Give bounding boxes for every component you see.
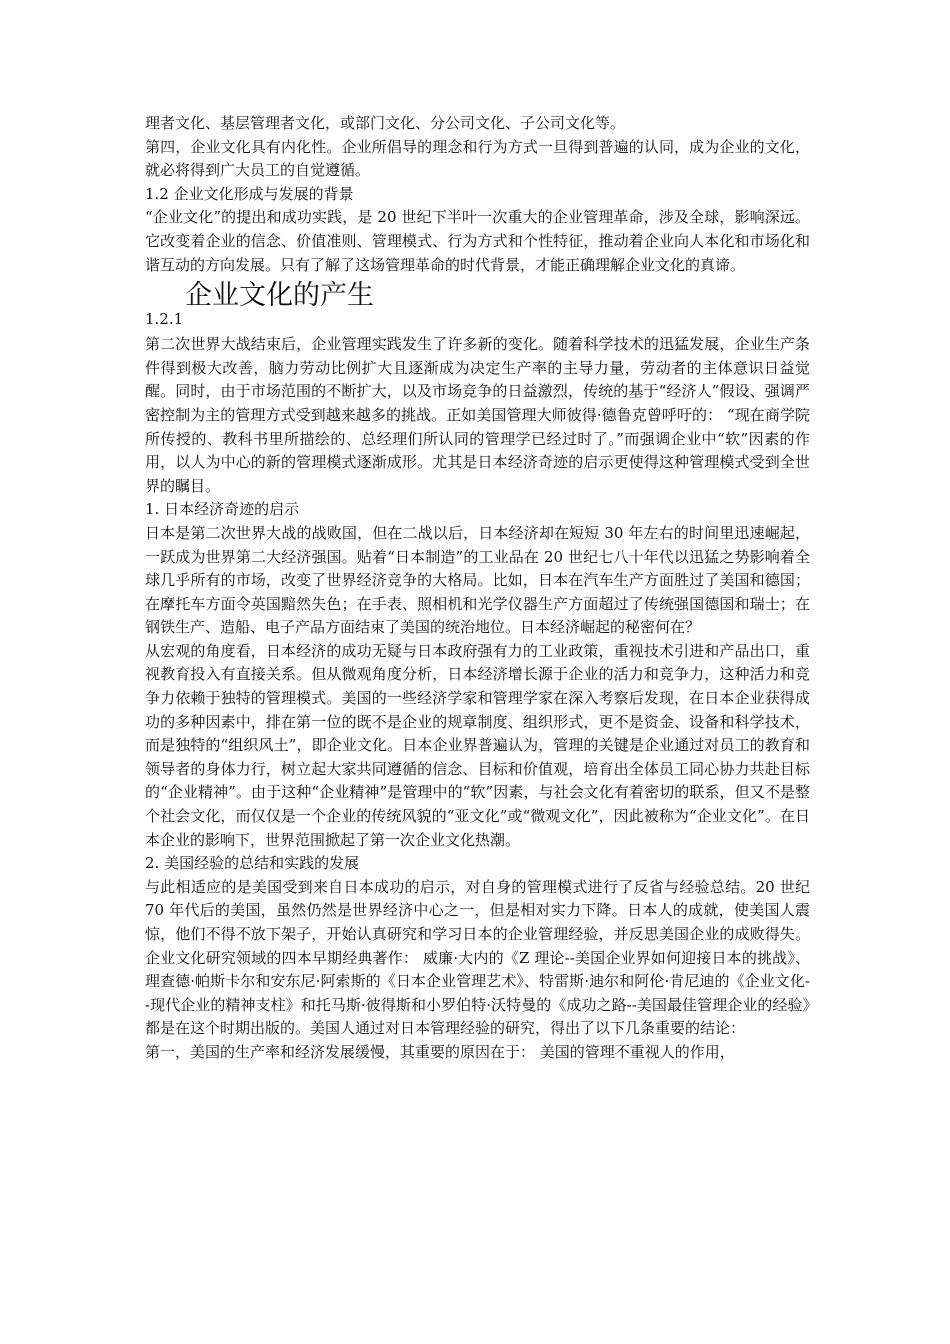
- paragraph: 理者文化、基层管理者文化，或部门文化、分公司文化、子公司文化等。: [145, 114, 626, 132]
- paragraph: 与此相适应的是美国受到来自日本成功的启示，对自身的管理模式进行了反省与经验总结。20 世纪 70 年代后的美国，虽然仍然是世界经济中心之一，但是相对实力下降。日本人的成就，使美国人震惊，他们不得不放下架子，开始认真研究和学习日本的企业管理经验，并反思美国企业的成败得失。企业文化研究领域的四本早期经典著作： 威廉·大内的《Z 理论--美国企业界如何迎接日本的挑战》、理查德·帕斯卡尔和安东尼·阿索斯的《日本企业管理艺术》、特雷斯·迪尔和阿伦·肯尼迪的《企业文化--现代企业的精神支柱》和托马斯·彼得斯和小罗伯特·沃特曼的《成功之路--美国最佳管理企业的经验》都是在这个时期出版的。美国人通过对日本管理经验的研究，得出了以下几条重要的结论：: [145, 877, 810, 1038]
- paragraph: 第二次世界大战结束后，企业管理实践发生了许多新的变化。随着科学技术的迅猛发展，企业生产条件得到极大改善，脑力劳动比例扩大且逐渐成为决定生产率的主导力量，劳动者的主体意识日益觉醒。同时，由于市场范围的不断扩大，以及市场竞争的日益激烈，传统的基于“经济人”假设、强调严密控制为主的管理方式受到越来越多的挑战。正如美国管理大师彼得·德鲁克曾呼吁的： “现在商学院所传授的、教科书里所描绘的、总经理们所认同的管理学已经过时了。”而强调企业中“软”因素的作用，以人为中心的新的管理模式逐渐成形。尤其是日本经济奇迹的启示更使得这种管理模式受到全世界的瞩目。: [145, 335, 810, 495]
- section-number: 1.2.1: [145, 310, 184, 329]
- section-title: 企业文化的产生: [185, 280, 374, 312]
- subsection-heading: 2. 美国经验的总结和实践的发展: [145, 854, 360, 873]
- paragraph: “企业文化”的提出和成功实践，是 20 世纪下半叶一次重大的企业管理革命，涉及全球，影响深远。它改变着企业的信念、价值准则、管理模式、行为方式和个性特征，推动着企业向人本化和市场化和谐互动的方向发展。只有了解了这场管理革命的时代背景，才能正确理解企业文化的真谛。: [145, 208, 810, 274]
- document-page: [145, 112, 810, 1065]
- subsection-heading: 1. 日本经济奇迹的启示: [145, 500, 300, 519]
- paragraph: 日本是第二次世界大战的战败国，但在二战以后，日本经济却在短短 30 年左右的时间里迅速崛起，一跃成为世界第二大经济强国。贴着“日本制造”的工业品在 20 世纪七八十年代以迅猛之势影响着全球几乎所有的市场，改变了世界经济竞争的大格局。比如，日本在汽车生产方面胜过了美国和德国；在摩托车方面令英国黯然失色；在手表、照相机和光学仪器生产方面超过了传统强国德国和瑞士；在钢铁生产、造船、电子产品方面结束了美国的统治地位。日本经济崛起的秘密何在？: [145, 523, 810, 637]
- subsection-heading: 1.2 企业文化形成与发展的背景: [145, 184, 354, 203]
- section-heading: [145, 279, 810, 327]
- paragraph: 第四，企业文化具有内化性。企业所倡导的理念和行为方式一旦得到普遍的认同，成为企业的文化，就必将得到广大员工的自觉遵循。: [145, 137, 810, 180]
- paragraph: 第一，美国的生产率和经济发展缓慢，其重要的原因在于： 美国的管理不重视人的作用，: [145, 1042, 735, 1061]
- paragraph: 从宏观的角度看，日本经济的成功无疑与日本政府强有力的工业政策，重视技术引进和产品出口，重视教育投入有直接关系。但从微观角度分析，日本经济增长源于企业的活力和竞争力，这种活力和竞争力依赖于独特的管理模式。美国的一些经济学家和管理学家在深入考察后发现，在日本企业获得成功的多种因素中，排在第一位的既不是企业的规章制度、组织形式，更不是资金、设备和科学技术，而是独特的“组织风土”，即企业文化。日本企业界普遍认为，管理的关键是企业通过对员工的教育和领导者的身体力行，树立起大家共同遵循的信念、目标和价值观，培育出全体员工同心协力共赴目标的“企业精神”。由于这种“企业精神”是管理中的“软”因素，与社会文化有着密切的联系，但又不是整个社会文化，而仅仅是一个企业的传统风貌的“亚文化”或“微观文化”，因此被称为“企业文化”。在日本企业的影响下，世界范围掀起了第一次企业文化热潮。: [145, 641, 810, 849]
